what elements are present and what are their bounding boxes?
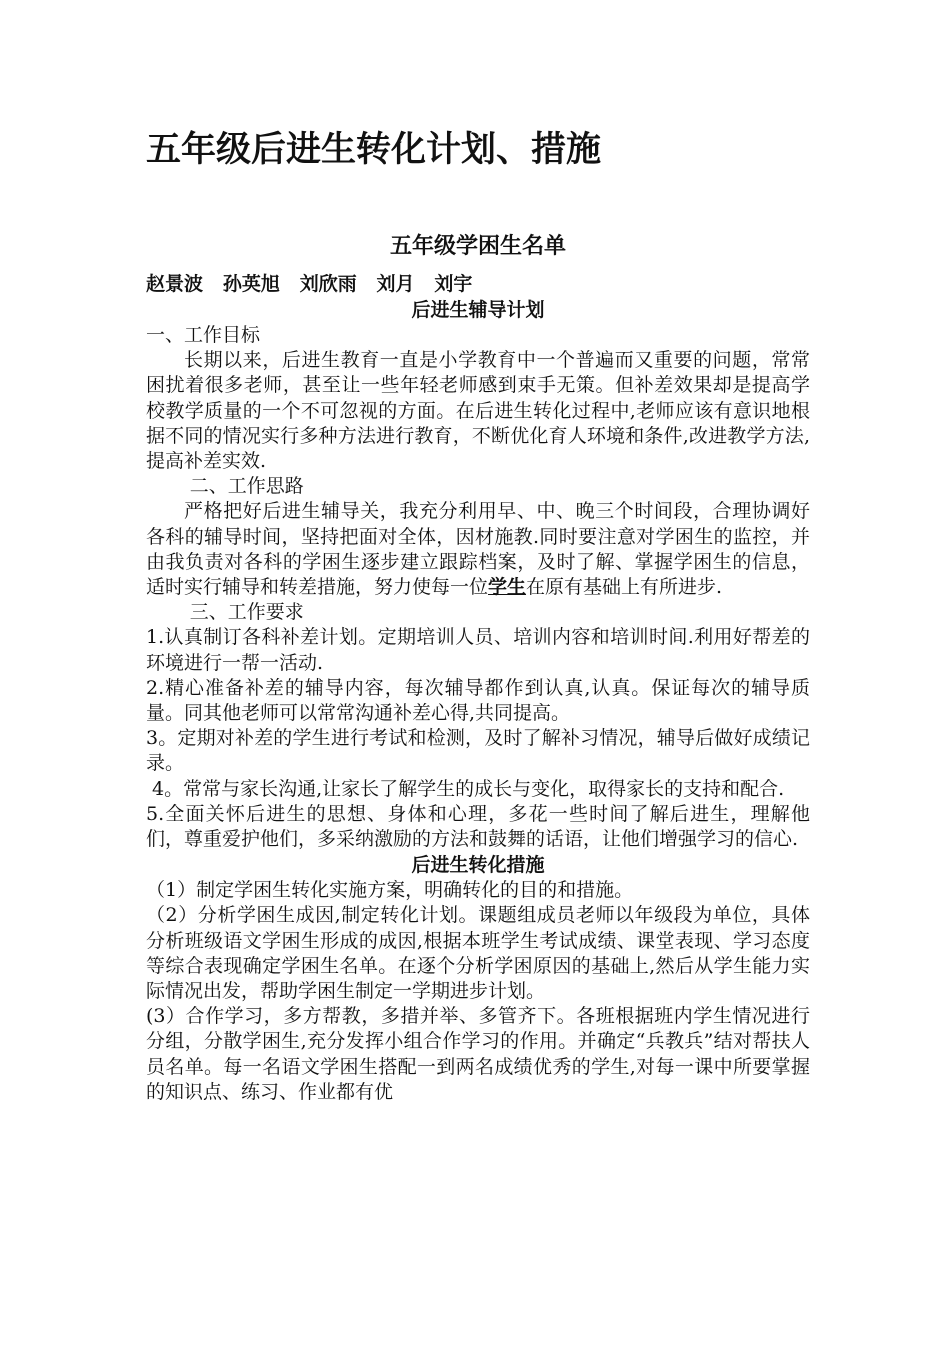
measure-3: (3）合作学习，多方帮教，多措并举、多管齐下。各班根据班内学生情况进行分组，分散学困生,充分发挥小组合作学习的作用。并确定“兵教兵”结对帮扶人员名单。每一名语文学困生搭配一到两名成绩优秀的学生,对每一课中所要掌握的知识点、练习、作业都有优 <box>146 1005 810 1103</box>
list-title: 五年级学困生名单 <box>389 234 566 259</box>
student-names: 赵景波 孙英旭 刘欣雨 刘月 刘宇 <box>146 273 473 295</box>
student-link[interactable]: 学生 <box>488 576 527 599</box>
measure-1: （1）制定学困生转化实施方案，明确转化的目的和措施。 <box>146 879 634 902</box>
section1-body: 长期以来，后进生教育一直是小学教育中一个普遍而又重要的问题，常常困扰着很多老师，甚至让一些年轻老师感到束手无策。但补差效果却是提高学校教学质量的一个不可忽视的方面。在后进生转化过程中,老师应该有意识地根据不同的情况实行多种方法进行教育，不断优化育人环境和条件,改进教学方法,提高补差实效. <box>146 349 810 473</box>
section2-body-text: 严格把好后进生辅导关，我充分利用早、中、晚三个时间段，合理协调好各科的辅导时间，坚持把面对全体，因材施教.同时要注意对学困生的监控，并由我负责对各科的学困生逐步建立跟踪档案，及时了解、掌握学困生的信息，适时实行辅导和转差措施，努力使每一位 <box>146 500 810 599</box>
measure-2: （2）分析学困生成因,制定转化计划。课题组成员老师以年级段为单位，具体分析班级语文学困生形成的成因,根据本班学生考试成绩、课堂表现、学习态度等综合表现确定学困生名单。在逐个分析学困原因的基础上,然后从学生能力实际情况出发，帮助学困生制定一学期进步计划。 <box>146 904 810 1003</box>
section3-title: 三、工作要求 <box>189 601 304 624</box>
requirement-1: 1.认真制订各科补差计划。定期培训人员、培训内容和培训时间.利用好帮差的环境进行一帮一活动. <box>146 626 810 674</box>
section2-body <box>146 499 810 600</box>
measures-heading: 后进生转化措施 <box>411 854 545 877</box>
section2-body-end: 在原有基础上有所进步. <box>526 576 723 599</box>
document-title: 五年级后进生转化计划、措施 <box>146 130 602 170</box>
requirement-5: 5.全面关怀后进生的思想、身体和心理，多花一些时间了解后进生，理解他们，尊重爱护他们，多采纳激励的方法和鼓舞的话语，让他们增强学习的信心. <box>146 802 810 851</box>
document-body <box>146 232 810 1105</box>
requirement-2: 2.精心准备补差的辅导内容，每次辅导都作到认真,认真。保证每次的辅导质量。同其他老师可以常常沟通补差心得,共同提高。 <box>146 676 810 725</box>
requirement-3: 3。定期对补差的学生进行考试和检测，及时了解补习情况，辅导后做好成绩记录。 <box>146 727 810 775</box>
requirement-4: 4。常常与家长沟通,让家长了解学生的成长与变化，取得家长的支持和配合. <box>146 777 785 800</box>
section1-title: 一、工作目标 <box>146 324 261 346</box>
section2-title: 二、工作思路 <box>189 475 304 498</box>
plan-heading: 后进生辅导计划 <box>411 299 545 321</box>
